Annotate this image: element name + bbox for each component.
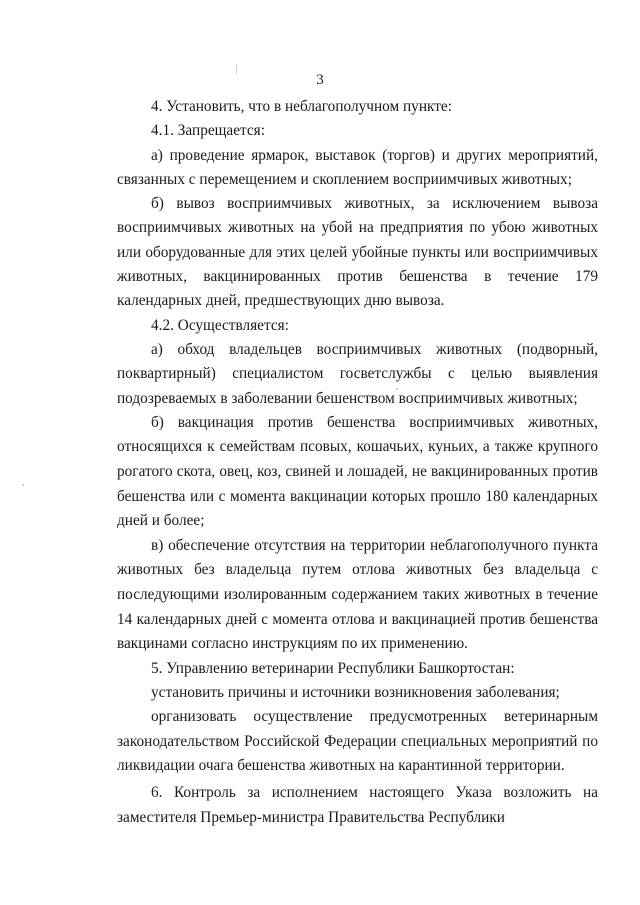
paragraph-item-5-measures: организовать осуществление предусмотренных ветеринарным законодательством Российской Федерации специальных мероприятий по ликвидации очага бешенства животных на карантинной территории.	[117, 708, 598, 774]
paragraph-item-4-2: 4.2. Осуществляется:	[151, 316, 289, 334]
paragraph-item-4-2-c: в) обеспечение отсутствия на территории неблагополучного пункта животных без владельца путем отлова животных без владельца с последующими изолированным содержанием таких животных в течение 14 календарных дней с момента отлова и вакцинацией против бешенства вакцинами согласно инструкциям по их применению.	[117, 536, 598, 653]
scan-mark	[236, 64, 237, 74]
paragraph-item-4-2-b: б) вакцинация против бешенства восприимчивых животных, относящихся к семействам псовых, кошачьих, куньих, а также крупного рогатого скота, овец, коз, свиней и лошадей, не вакцинированных против бешенства или с момента вакцинации которых прошло 180 календарных дней и более;	[117, 413, 598, 530]
paragraph-item-4-1-a: а) проведение ярмарок, выставок (торгов) и других мероприятий, связанных с перемещением и скоплением восприимчивых животных;	[117, 146, 598, 188]
paragraph-item-6: 6. Контроль за исполнением настоящего Указа возложить на заместителя Премьер-министра Правительства Республики	[117, 784, 598, 826]
paragraph-item-4: 4. Установить, что в неблагополучном пункте:	[151, 98, 452, 115]
scan-speck	[22, 484, 24, 486]
paragraph-item-5: 5. Управлению ветеринарии Республики Башкортостан:	[151, 659, 515, 677]
paragraph-item-4-1: 4.1. Запрещается:	[151, 122, 265, 140]
paragraph-item-5-causes: установить причины и источники возникновения заболевания;	[151, 684, 560, 702]
paragraph-item-4-1-b: б) вывоз восприимчивых животных, за исключением вывоза восприимчивых животных на убой на предприятия по убою животных или оборудованные для этих целей убойные пункты или восприимчивых животных, вакцинированных против бешенства в течение 179 календарных дней, предшествующих дню вывоза.	[117, 195, 598, 310]
document-body	[117, 95, 598, 830]
paragraph-item-4-2-a: а) обход владельцев восприимчивых животных (подворный, поквартирный) специалистом госветслужбы с целью выявления подозреваемых в заболевании бешенством восприимчивых животных;	[117, 340, 598, 407]
page-number: 3	[316, 72, 324, 88]
